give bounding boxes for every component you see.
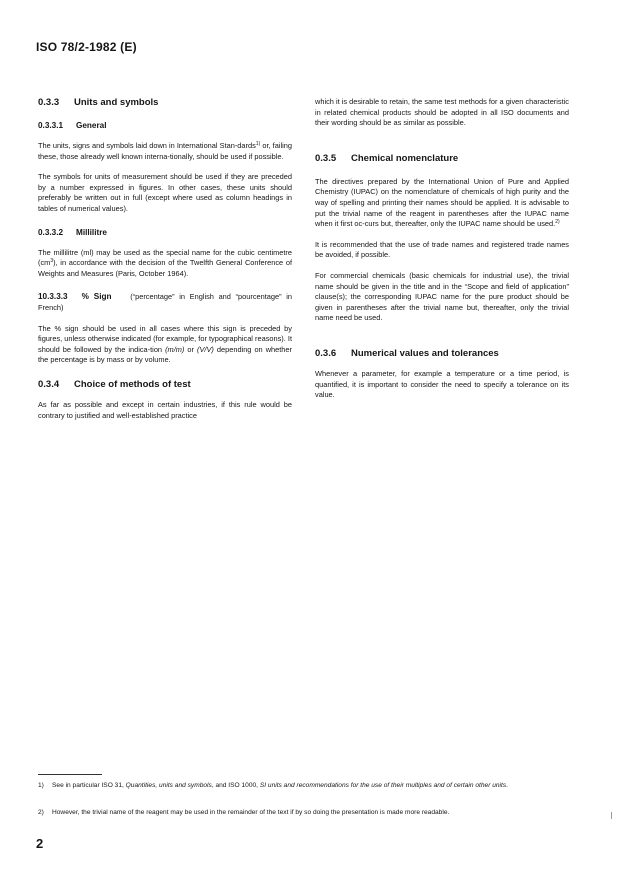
paragraph-commercial-chemicals: For commercial chemicals (basic chemicals for industrial use), the trivial name should be given in the title and in the “Scope and field of application” clause(s); the corresponding IUPAC name for the pure product should be given in parentheses after the trivial name but, thereafter, only the trivial name need be used. (315, 270, 569, 323)
left-column (38, 97, 292, 421)
paragraph-iupac-directives: The directives prepared by the International Union of Pure and Applied Chemistry (IUPAC) on the nomenclature of chemicals of high purity and the way of spelling and printing their names should be applied. It is advisable to put the trivial name of the reagent in parentheses after the IUPAC name when it first oc-curs but, thereafter, only the IUPAC name should be used.$^{2)}$ (315, 176, 569, 229)
section-heading-units-and-symbols: 0.3.3 Units and symbols (38, 97, 159, 108)
subsection-heading-general: 0.3.3.1 General (38, 121, 107, 130)
subsection-heading-percent-sign: 10.3.3.3 % Sign (“percentage” in English and “pourcentage” in French) (38, 292, 293, 312)
subsection-heading-millilitre: 0.3.3.2 Millilitre (38, 227, 107, 237)
footnote-1: 1) See in particular ISO 31, Quantities, units and symbols, and ISO 1000, SI units and recommendations for the use of their multiples and of certain other units. (38, 782, 508, 789)
page-number: 2 (36, 836, 44, 851)
section-heading-numerical-values: 0.3.6 Numerical values and tolerances (315, 347, 499, 359)
footnote-2: 2) However, the trivial name of the reagent may be used in the remainder of the text if by so doing the presentation is made more readable. (38, 809, 450, 816)
paragraph-test-methods-continued: which it is desirable to retain, the same test methods for a given characteristic in related chemical products should be adopted in all ISO documents and their wording should be as similar as possible. (315, 97, 569, 128)
paragraph-trade-names: It is recommended that the use of trade names and registered trade names be avoided, if possible. (315, 239, 569, 260)
paragraph-percent-sign: The % sign should be used in all cases where this sign is preceded by figures, unless otherwise indicated (for example, for typographical reasons). It should be followed by the indica-tion (m/m) or (V/V) depending on whether the percentage is by mass or by volume. (38, 323, 292, 365)
margin-mark (611, 812, 612, 819)
paragraph-millilitre: The millilitre (ml) may be used as the special name for the cubic centimetre $(cm^3)$, in accordance with the decision of the Twelfth General Conference of Weights and Measures (Paris, October 1964). (38, 247, 292, 278)
right-column (315, 97, 569, 401)
section-heading-choice-of-methods: 0.3.4 Choice of methods of test (38, 378, 191, 390)
section-heading-chemical-nomenclature: 0.3.5 Chemical nomenclature (315, 152, 459, 164)
paragraph-numerical-values: Whenever a parameter, for example a temperature or a time period, is quantified, it is important to consider the need to specify a tolerance on its value. (315, 368, 569, 400)
document-header: ISO 78/2-1982 (E) (36, 40, 137, 54)
paragraph-symbols-units: The symbols for units of measurement should be used if they are preceded by a number expressed in figures. In other cases, these units should preferably be written out in full (except where used as column headings in tables of numerical values). (38, 172, 292, 213)
paragraph-units-signs: The units, signs and symbols laid down in International Stan-dards$^{1)}$ or, failing these, those already well known interna-tionally, should be used if possible. (38, 141, 292, 161)
footnote-separator (38, 774, 102, 775)
paragraph-choice-of-methods: As far as possible and except in certain industries, if this rule would be contrary to justified and well-established practice (38, 399, 292, 420)
